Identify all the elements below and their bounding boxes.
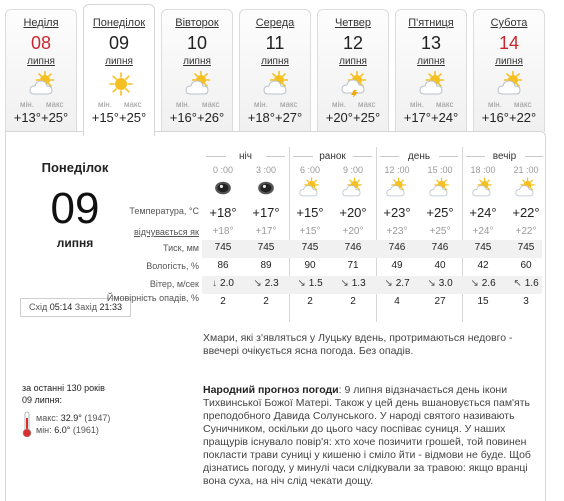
day-tab-temps: +15°+25° — [91, 110, 147, 125]
forecast-cell — [377, 278, 417, 289]
wind-speed: 1.6 — [524, 278, 539, 289]
forecast-cell: +15° — [299, 226, 321, 237]
wind-speed: 1.3 — [351, 278, 366, 289]
forecast-cell: 745 — [214, 242, 232, 253]
selected-day-month: липня — [56, 236, 94, 250]
wind-speed: 2.0 — [220, 278, 234, 289]
forecast-cell: +17° — [252, 205, 280, 220]
wind-direction-icon: ↘ — [427, 278, 436, 289]
forecast-cell: 90 — [304, 260, 316, 271]
forecast-cell — [463, 278, 503, 289]
forecast-cell: 71 — [347, 260, 359, 271]
day-tab-month[interactable]: липня — [105, 56, 133, 67]
sunrise-time: 05:14 — [49, 302, 73, 312]
forecast-cell: 60 — [520, 260, 532, 271]
hour-label: 6 :00 — [299, 165, 321, 175]
forecast-cell: 746 — [344, 242, 362, 253]
hour-label: 18 :00 — [470, 165, 496, 175]
forecast-cell: 86 — [217, 260, 229, 271]
forecast-cell: +18° — [212, 226, 234, 237]
sunrise-label: Схід — [28, 302, 48, 312]
hour-label: 21 :00 — [513, 165, 539, 175]
period-3: вечір — [485, 151, 525, 162]
row-label: Тиск, мм — [163, 243, 199, 253]
forecast-cell — [333, 278, 373, 289]
forecast-cell: 745 — [517, 242, 535, 253]
forecast-cell: 745 — [257, 242, 275, 253]
forecast-cell: 2 — [350, 296, 356, 307]
day-tab-name[interactable]: Середа — [255, 17, 295, 29]
day-tab-14[interactable]: Субота 14 липня мін. макс +16°+22° — [473, 9, 545, 132]
folk-forecast-title: Народний прогноз погоди — [203, 384, 339, 396]
selected-day-name: Понеділок — [41, 160, 109, 175]
forecast-panel — [5, 131, 546, 501]
forecast-cell: +25° — [426, 205, 454, 220]
day-tab-number: 13 — [420, 33, 442, 53]
forecast-cell: 2 — [307, 296, 313, 307]
wind-direction-icon: ↘ — [253, 278, 262, 289]
thunderstorm-icon — [341, 71, 369, 97]
day-tab-number: 10 — [186, 33, 208, 53]
forecast-cell: +20° — [342, 226, 364, 237]
forecast-cell: 15 — [477, 296, 489, 307]
wind-direction-icon: ↘ — [297, 278, 306, 289]
partly-cloudy-icon — [185, 71, 213, 97]
history-block — [22, 382, 182, 406]
wind-direction-icon: ↖ — [513, 278, 522, 289]
history-max: макс: 32.9° (1947) — [36, 413, 111, 423]
partly-cloudy-icon — [497, 71, 525, 97]
partly-sunny-icon — [472, 177, 494, 199]
day-tab-09[interactable]: Понеділок 09 липня мін. макс +15°+25° — [83, 4, 155, 136]
day-tab-temps: +18°+27° — [247, 110, 303, 125]
day-tab-name[interactable]: Неділя — [23, 17, 59, 29]
forecast-cell: +20° — [339, 205, 367, 220]
partly-cloudy-icon — [29, 71, 57, 97]
history-extremes — [36, 412, 110, 436]
day-tab-13[interactable]: П'ятниця 13 липня мін. макс +17°+24° — [395, 9, 467, 132]
wind-direction-icon: ↘ — [470, 278, 479, 289]
day-tab-month[interactable]: липня — [417, 56, 445, 67]
day-tab-month[interactable]: липня — [339, 56, 367, 67]
forecast-cell: 49 — [391, 260, 403, 271]
hourly-forecast-table — [6, 132, 547, 322]
period-1: ранок — [313, 151, 353, 162]
day-tab-name[interactable]: П'ятниця — [408, 17, 454, 29]
day-tab-temps: +20°+25° — [325, 110, 381, 125]
partly-cloudy-icon — [263, 71, 291, 97]
day-tab-number: 14 — [498, 33, 520, 53]
forecast-cell: +23° — [383, 205, 411, 220]
day-tab-10[interactable]: Вівторок 10 липня мін. макс +16°+26° — [161, 9, 233, 132]
forecast-cell — [203, 278, 243, 289]
forecast-cell: +22° — [512, 205, 540, 220]
thermometer-icon — [22, 411, 32, 438]
day-tab-temps: +16°+22° — [481, 110, 537, 125]
forecast-cell: 2 — [220, 296, 226, 307]
period-0: ніч — [226, 151, 266, 162]
folk-forecast — [203, 384, 535, 488]
wind-speed: 2.3 — [264, 278, 279, 289]
forecast-cell: 746 — [431, 242, 449, 253]
history-date: 09 липня: — [22, 395, 63, 405]
forecast-cell: 89 — [260, 260, 272, 271]
partly-cloudy-icon — [419, 71, 447, 97]
forecast-cell: 3 — [523, 296, 529, 307]
hour-label: 0 :00 — [212, 165, 234, 175]
partly-sunny-icon — [299, 177, 321, 199]
row-label: Вітер, м/сек — [149, 279, 199, 289]
forecast-cell: +24° — [469, 205, 497, 220]
day-tab-12[interactable]: Четвер 12 липня мін. макс +20°+25° — [317, 9, 389, 132]
forecast-cell: +18° — [209, 205, 237, 220]
selected-day-number: 09 — [50, 184, 100, 233]
forecast-cell — [420, 278, 460, 289]
forecast-cell: 42 — [477, 260, 489, 271]
forecast-cell — [506, 278, 546, 289]
day-tab-08[interactable]: Неділя 08 липня мін. макс +13°+25° — [5, 9, 77, 132]
forecast-cell: 40 — [434, 260, 446, 271]
forecast-cell: 745 — [474, 242, 492, 253]
day-tab-month[interactable]: липня — [261, 56, 289, 67]
partly-cloudy-icon — [429, 177, 451, 199]
day-tab-11[interactable]: Середа 11 липня мін. макс +18°+27° — [239, 9, 311, 132]
clear-night-icon — [212, 177, 234, 199]
clear-night-icon — [255, 177, 277, 199]
wind-direction-icon: ↓ — [212, 278, 218, 289]
day-tab-name[interactable]: Вівторок — [175, 17, 219, 29]
day-tab-number: 08 — [30, 33, 52, 53]
day-tab-month[interactable]: липня — [495, 56, 523, 67]
day-tab-temps: +16°+26° — [169, 110, 225, 125]
forecast-cell: 2 — [263, 296, 269, 307]
hour-label: 9 :00 — [342, 165, 364, 175]
forecast-cell — [290, 278, 330, 289]
wind-speed: 3.0 — [438, 278, 453, 289]
history-min: мін: 6.0° (1961) — [36, 425, 99, 435]
sun-icon — [107, 71, 135, 97]
wind-direction-icon: ↘ — [340, 278, 349, 289]
day-tabs — [0, 0, 564, 132]
day-tab-number: 09 — [108, 33, 130, 53]
wind-speed: 2.7 — [395, 278, 410, 289]
hour-label: 12 :00 — [384, 165, 410, 175]
day-tab-temps: +13°+25° — [13, 110, 69, 125]
day-tab-month[interactable]: липня — [27, 56, 55, 67]
partly-sunny-icon — [342, 177, 364, 199]
partly-sunny-icon — [386, 177, 408, 199]
wind-direction-icon: ↘ — [384, 278, 393, 289]
wind-speed: 1.5 — [308, 278, 323, 289]
forecast-cell: 745 — [301, 242, 319, 253]
day-tab-name[interactable]: Субота — [490, 17, 528, 29]
forecast-cell: +24° — [472, 226, 494, 237]
history-period: за останні 130 років — [22, 383, 105, 393]
sunset-time: 21:33 — [99, 302, 123, 312]
day-tab-name[interactable]: Понеділок — [92, 17, 146, 29]
sunset-label: Захід — [74, 302, 97, 312]
row-label: Вологість, % — [146, 261, 199, 271]
folk-forecast-text: : 9 липня відзначається день ікони Тихвинської Божої Матері. Також у цей день вшановується пам'ять преподобного Давида Солунського. У народі святого називають Суничником, оскільки до цього часу поспіває суниця. У наших пращурів існувало повір'я: хто хоче позичити грошей, той повинен покласти трави суниці у кишеню і сміло йти - відмови не буде. Щоб дізнатись погоду, у минулі часи слідкували за травою: якщо вранці вона суха, на ніч слід чекати дощу. — [203, 384, 531, 487]
day-tab-number: 11 — [265, 33, 285, 53]
day-tab-temps: +17°+24° — [403, 110, 459, 125]
forecast-cell: +15° — [296, 205, 324, 220]
forecast-cell: +23° — [386, 226, 408, 237]
forecast-cell: +17° — [255, 226, 277, 237]
day-tab-name[interactable]: Четвер — [334, 17, 372, 29]
hour-label: 3 :00 — [255, 165, 277, 175]
wind-speed: 2.6 — [481, 278, 496, 289]
forecast-cell: +25° — [429, 226, 451, 237]
forecast-cell: 4 — [394, 296, 400, 307]
forecast-cell — [246, 278, 286, 289]
period-2: день — [399, 151, 439, 162]
row-label: Температура, °C — [129, 206, 199, 216]
row-label[interactable]: відчувається як — [134, 227, 199, 237]
forecast-cell: +22° — [515, 226, 537, 237]
forecast-description: Хмари, які з'являться у Луцьку вдень, протримаються недовго - ввечері очікується ясна погода. Без опадів. — [203, 332, 513, 357]
day-tab-number: 12 — [342, 33, 364, 53]
hour-label: 15 :00 — [427, 165, 453, 175]
forecast-cell: 27 — [434, 296, 446, 307]
partly-sunny-icon — [515, 177, 537, 199]
day-tab-month[interactable]: липня — [183, 56, 211, 67]
forecast-cell: 746 — [388, 242, 406, 253]
row-label: Ймовірність опадів, % — [106, 293, 199, 303]
